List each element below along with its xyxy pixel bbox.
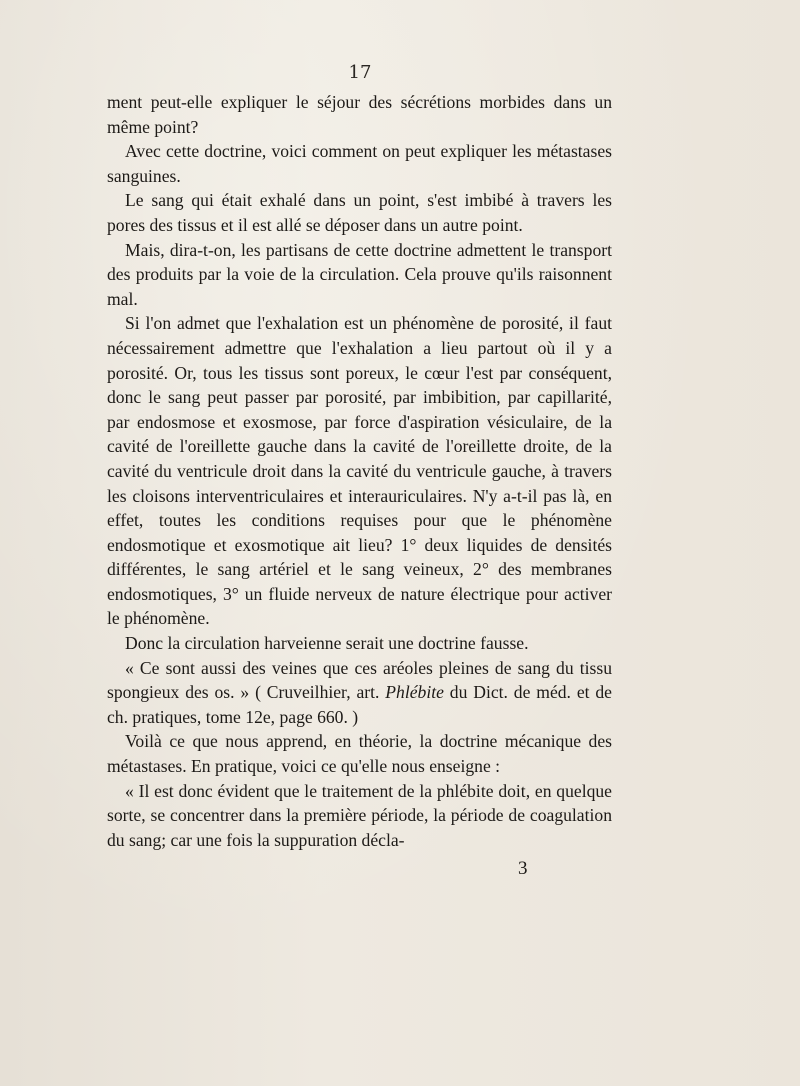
quote-text-end: du Dict. de méd. et de ch. pratiques, tome 12e, page 660. ) <box>107 682 612 727</box>
quote-italic-title: Phlébite <box>385 682 444 703</box>
paragraph: Avec cette doctrine, voici comment on peut expliquer les métastases sanguines. <box>107 141 612 186</box>
body-text <box>107 90 612 852</box>
paragraph-continuation: ment peut-elle expliquer le séjour des sécrétions morbides dans un même point? <box>107 92 612 137</box>
signature-mark: 3 <box>518 858 528 879</box>
page-number: 17 <box>348 62 372 83</box>
quote-text-start: « Ce sont aussi des veines que ces aréoles pleines de sang du tissu spongieux des os. » ( Cruveilhier, art. <box>107 657 612 703</box>
paragraph: Donc la circulation harveienne serait une doctrine fausse. <box>125 633 529 654</box>
paragraph: Si l'on admet que l'exhalation est un phénomène de porosité, il faut nécessairement admettre que l'exhalation a lieu partout où il y a porosité. Or, tous les tissus sont poreux, le cœur l'est par conséquent, donc le sang peut passer par porosité, par imbibition, par capillarité, par endosmose et exosmose, par force d'aspiration vésiculaire, de la cavité de l'oreillette gauche dans la cavité de l'oreillette droite, de la cavité du ventricule droit dans la cavité du ventricule gauche, à travers les cloisons interventriculaires et interauriculaires. N'y a-t-il pas là, en effet, toutes les conditions requises pour que le phénomène endosmotique et exosmotique ait lieu? 1° deux liquides de densités différentes, le sang artériel et le sang veineux, 2° des membranes endosmotiques, 3° un fluide nerveux de nature électrique pour activer le phénomène. <box>107 313 612 629</box>
paragraph: « Il est donc évident que le traitement de la phlébite doit, en quelque sorte, se concentrer dans la première période, la période de coagulation du sang; car une fois la suppuration décla- <box>107 780 612 850</box>
paragraph: Voilà ce que nous apprend, en théorie, la doctrine mécanique des métastases. En pratique, voici ce qu'elle nous enseigne : <box>107 731 612 777</box>
paragraph: Mais, dira-t-on, les partisans de cette doctrine admettent le transport des produits par la voie de la circulation. Cela prouve qu'ils raisonnent mal. <box>107 239 612 309</box>
quote-paragraph <box>107 656 612 730</box>
paragraph: Le sang qui était exhalé dans un point, s'est imbibé à travers les pores des tissus et il est allé se déposer dans un autre point. <box>107 190 612 235</box>
